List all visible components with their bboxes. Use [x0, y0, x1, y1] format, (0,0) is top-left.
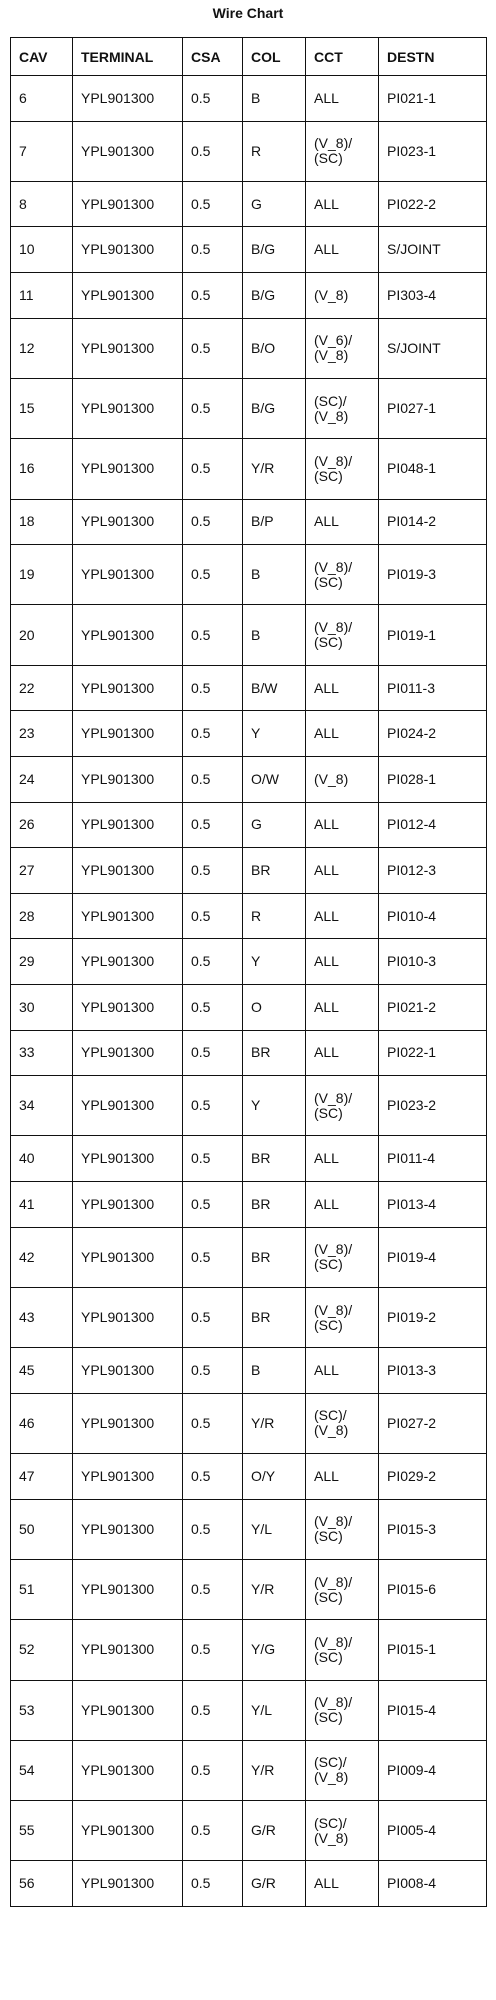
cell-terminal: YPL901300 — [73, 1348, 183, 1394]
cell-cav: 10 — [11, 227, 73, 273]
table-row — [11, 439, 487, 499]
table-row — [11, 1136, 487, 1182]
cell-destn: PI019-4 — [379, 1227, 487, 1287]
cell-col: B/G — [243, 227, 306, 273]
cell-destn: PI023-2 — [379, 1076, 487, 1136]
cell-csa: 0.5 — [183, 802, 243, 848]
cell-destn: PI021-2 — [379, 984, 487, 1030]
cell-cct: (V_8)/ (SC) — [306, 1620, 379, 1680]
cell-cav: 11 — [11, 273, 73, 319]
cell-terminal: YPL901300 — [73, 848, 183, 894]
cell-csa: 0.5 — [183, 1499, 243, 1559]
cell-cav: 50 — [11, 1499, 73, 1559]
cell-cct: (V_8) — [306, 273, 379, 319]
cell-cav: 24 — [11, 756, 73, 802]
cell-col: R — [243, 893, 306, 939]
cell-col: BR — [243, 848, 306, 894]
cell-cct: (V_8)/ (SC) — [306, 1287, 379, 1347]
cell-csa: 0.5 — [183, 1740, 243, 1800]
cell-destn: PI009-4 — [379, 1740, 487, 1800]
page-title: Wire Chart — [212, 5, 284, 21]
cell-cct: (V_8)/ (SC) — [306, 439, 379, 499]
cell-csa: 0.5 — [183, 121, 243, 181]
table-row — [11, 1030, 487, 1076]
cell-terminal: YPL901300 — [73, 1680, 183, 1740]
cell-csa: 0.5 — [183, 1227, 243, 1287]
cell-csa: 0.5 — [183, 273, 243, 319]
cell-cav: 54 — [11, 1740, 73, 1800]
cell-col: Y — [243, 1076, 306, 1136]
cell-csa: 0.5 — [183, 1348, 243, 1394]
cell-destn: PI028-1 — [379, 756, 487, 802]
cell-terminal: YPL901300 — [73, 181, 183, 227]
cell-col: B — [243, 545, 306, 605]
cell-destn: PI022-2 — [379, 181, 487, 227]
cell-col: B/G — [243, 378, 306, 438]
cell-cav: 29 — [11, 939, 73, 985]
cell-cav: 42 — [11, 1227, 73, 1287]
cell-cav: 22 — [11, 665, 73, 711]
column-header-col: COL — [243, 38, 306, 76]
cell-terminal: YPL901300 — [73, 227, 183, 273]
cell-destn: PI027-1 — [379, 378, 487, 438]
table-row — [11, 605, 487, 665]
cell-col: Y — [243, 711, 306, 757]
cell-destn: PI029-2 — [379, 1454, 487, 1500]
table-row — [11, 378, 487, 438]
cell-terminal: YPL901300 — [73, 984, 183, 1030]
cell-terminal: YPL901300 — [73, 273, 183, 319]
cell-cav: 53 — [11, 1680, 73, 1740]
cell-col: Y — [243, 939, 306, 985]
cell-csa: 0.5 — [183, 439, 243, 499]
cell-col: BR — [243, 1181, 306, 1227]
cell-cav: 8 — [11, 181, 73, 227]
column-header-cct: CCT — [306, 38, 379, 76]
cell-terminal: YPL901300 — [73, 893, 183, 939]
cell-col: BR — [243, 1136, 306, 1182]
cell-cav: 27 — [11, 848, 73, 894]
cell-cct: (V_8)/ (SC) — [306, 1227, 379, 1287]
cell-cav: 55 — [11, 1801, 73, 1861]
cell-csa: 0.5 — [183, 227, 243, 273]
cell-cav: 45 — [11, 1348, 73, 1394]
cell-destn: PI013-4 — [379, 1181, 487, 1227]
column-header-destn: DESTN — [379, 38, 487, 76]
cell-cct: ALL — [306, 1861, 379, 1907]
table-row — [11, 181, 487, 227]
cell-terminal: YPL901300 — [73, 665, 183, 711]
cell-cct: (SC)/ (V_8) — [306, 1393, 379, 1453]
wire-chart-table — [10, 37, 487, 1907]
cell-cav: 7 — [11, 121, 73, 181]
cell-col: B/O — [243, 318, 306, 378]
cell-csa: 0.5 — [183, 1680, 243, 1740]
cell-csa: 0.5 — [183, 711, 243, 757]
cell-csa: 0.5 — [183, 984, 243, 1030]
table-row — [11, 499, 487, 545]
table-row — [11, 1680, 487, 1740]
cell-terminal: YPL901300 — [73, 1181, 183, 1227]
cell-cct: ALL — [306, 939, 379, 985]
cell-cav: 18 — [11, 499, 73, 545]
header-row — [11, 38, 487, 76]
cell-terminal: YPL901300 — [73, 939, 183, 985]
cell-col: O/Y — [243, 1454, 306, 1500]
cell-destn: PI303-4 — [379, 273, 487, 319]
cell-cct: ALL — [306, 984, 379, 1030]
cell-cct: ALL — [306, 802, 379, 848]
cell-destn: PI014-2 — [379, 499, 487, 545]
cell-cav: 34 — [11, 1076, 73, 1136]
cell-cct: (V_8)/ (SC) — [306, 605, 379, 665]
cell-cav: 23 — [11, 711, 73, 757]
cell-cct: ALL — [306, 665, 379, 711]
cell-cav: 33 — [11, 1030, 73, 1076]
cell-terminal: YPL901300 — [73, 1030, 183, 1076]
cell-col: Y/L — [243, 1680, 306, 1740]
cell-terminal: YPL901300 — [73, 1801, 183, 1861]
table-row — [11, 1801, 487, 1861]
table-row — [11, 1499, 487, 1559]
cell-destn: PI010-4 — [379, 893, 487, 939]
cell-cav: 46 — [11, 1393, 73, 1453]
cell-csa: 0.5 — [183, 939, 243, 985]
table-row — [11, 545, 487, 605]
cell-cav: 30 — [11, 984, 73, 1030]
cell-csa: 0.5 — [183, 545, 243, 605]
table-row — [11, 1076, 487, 1136]
column-header-cav: CAV — [11, 38, 73, 76]
cell-cct: (V_8)/ (SC) — [306, 1680, 379, 1740]
cell-cav: 12 — [11, 318, 73, 378]
cell-cct: (V_8)/ (SC) — [306, 545, 379, 605]
cell-col: Y/R — [243, 1393, 306, 1453]
table-row — [11, 121, 487, 181]
cell-terminal: YPL901300 — [73, 802, 183, 848]
table-row — [11, 1287, 487, 1347]
cell-col: G — [243, 802, 306, 848]
table-row — [11, 76, 487, 122]
table-row — [11, 711, 487, 757]
cell-col: Y/G — [243, 1620, 306, 1680]
cell-cct: ALL — [306, 1348, 379, 1394]
cell-terminal: YPL901300 — [73, 1136, 183, 1182]
cell-terminal: YPL901300 — [73, 121, 183, 181]
cell-cct: ALL — [306, 227, 379, 273]
table-row — [11, 1740, 487, 1800]
table-row — [11, 1227, 487, 1287]
table-row — [11, 802, 487, 848]
cell-destn: PI012-4 — [379, 802, 487, 848]
cell-destn: PI019-3 — [379, 545, 487, 605]
cell-csa: 0.5 — [183, 318, 243, 378]
cell-col: BR — [243, 1030, 306, 1076]
cell-terminal: YPL901300 — [73, 439, 183, 499]
table-row — [11, 893, 487, 939]
cell-col: Y/L — [243, 1499, 306, 1559]
cell-terminal: YPL901300 — [73, 545, 183, 605]
cell-csa: 0.5 — [183, 499, 243, 545]
cell-destn: S/JOINT — [379, 318, 487, 378]
cell-cct: ALL — [306, 1030, 379, 1076]
table-row — [11, 848, 487, 894]
cell-cav: 15 — [11, 378, 73, 438]
cell-cct: (SC)/ (V_8) — [306, 378, 379, 438]
cell-col: Y/R — [243, 439, 306, 499]
cell-col: O/W — [243, 756, 306, 802]
cell-col: Y/R — [243, 1559, 306, 1619]
cell-csa: 0.5 — [183, 1861, 243, 1907]
cell-col: B — [243, 76, 306, 122]
cell-cct: ALL — [306, 711, 379, 757]
cell-cav: 19 — [11, 545, 73, 605]
table-row — [11, 665, 487, 711]
cell-terminal: YPL901300 — [73, 1740, 183, 1800]
cell-cct: (SC)/ (V_8) — [306, 1740, 379, 1800]
cell-cav: 26 — [11, 802, 73, 848]
cell-csa: 0.5 — [183, 378, 243, 438]
cell-destn: PI011-4 — [379, 1136, 487, 1182]
cell-destn: PI012-3 — [379, 848, 487, 894]
cell-cav: 40 — [11, 1136, 73, 1182]
cell-terminal: YPL901300 — [73, 1454, 183, 1500]
table-row — [11, 1181, 487, 1227]
cell-cct: (V_6)/ (V_8) — [306, 318, 379, 378]
cell-col: Y/R — [243, 1740, 306, 1800]
cell-cct: (V_8)/ (SC) — [306, 121, 379, 181]
cell-cct: ALL — [306, 499, 379, 545]
cell-csa: 0.5 — [183, 848, 243, 894]
cell-destn: PI021-1 — [379, 76, 487, 122]
cell-csa: 0.5 — [183, 1287, 243, 1347]
cell-destn: PI010-3 — [379, 939, 487, 985]
cell-terminal: YPL901300 — [73, 1620, 183, 1680]
cell-csa: 0.5 — [183, 893, 243, 939]
cell-csa: 0.5 — [183, 1136, 243, 1182]
cell-terminal: YPL901300 — [73, 756, 183, 802]
cell-terminal: YPL901300 — [73, 1076, 183, 1136]
cell-cct: ALL — [306, 848, 379, 894]
cell-cav: 28 — [11, 893, 73, 939]
cell-csa: 0.5 — [183, 1076, 243, 1136]
cell-col: B — [243, 605, 306, 665]
cell-cct: (V_8)/ (SC) — [306, 1559, 379, 1619]
cell-col: O — [243, 984, 306, 1030]
cell-terminal: YPL901300 — [73, 76, 183, 122]
cell-col: G/R — [243, 1801, 306, 1861]
cell-csa: 0.5 — [183, 756, 243, 802]
table-row — [11, 984, 487, 1030]
cell-terminal: YPL901300 — [73, 1861, 183, 1907]
cell-csa: 0.5 — [183, 1393, 243, 1453]
column-header-terminal: TERMINAL — [73, 38, 183, 76]
cell-cav: 52 — [11, 1620, 73, 1680]
cell-destn: PI019-1 — [379, 605, 487, 665]
cell-destn: PI011-3 — [379, 665, 487, 711]
cell-cct: ALL — [306, 1181, 379, 1227]
table-row — [11, 1559, 487, 1619]
cell-destn: PI013-3 — [379, 1348, 487, 1394]
cell-col: G/R — [243, 1861, 306, 1907]
cell-destn: PI023-1 — [379, 121, 487, 181]
table-row — [11, 1620, 487, 1680]
cell-cct: (V_8) — [306, 756, 379, 802]
cell-destn: S/JOINT — [379, 227, 487, 273]
cell-cav: 41 — [11, 1181, 73, 1227]
cell-col: G — [243, 181, 306, 227]
cell-destn: PI048-1 — [379, 439, 487, 499]
table-row — [11, 273, 487, 319]
cell-col: B/G — [243, 273, 306, 319]
cell-cct: ALL — [306, 76, 379, 122]
cell-destn: PI027-2 — [379, 1393, 487, 1453]
cell-col: R — [243, 121, 306, 181]
cell-cct: ALL — [306, 181, 379, 227]
table-row — [11, 1861, 487, 1907]
cell-destn: PI015-3 — [379, 1499, 487, 1559]
cell-col: B/W — [243, 665, 306, 711]
column-header-csa: CSA — [183, 38, 243, 76]
cell-terminal: YPL901300 — [73, 1499, 183, 1559]
cell-csa: 0.5 — [183, 181, 243, 227]
cell-terminal: YPL901300 — [73, 1227, 183, 1287]
cell-destn: PI008-4 — [379, 1861, 487, 1907]
cell-terminal: YPL901300 — [73, 499, 183, 545]
cell-terminal: YPL901300 — [73, 1287, 183, 1347]
cell-csa: 0.5 — [183, 1030, 243, 1076]
cell-csa: 0.5 — [183, 1181, 243, 1227]
cell-terminal: YPL901300 — [73, 1559, 183, 1619]
cell-csa: 0.5 — [183, 1801, 243, 1861]
cell-cct: (V_8)/ (SC) — [306, 1499, 379, 1559]
cell-destn: PI015-1 — [379, 1620, 487, 1680]
table-row — [11, 1454, 487, 1500]
cell-col: BR — [243, 1287, 306, 1347]
cell-csa: 0.5 — [183, 1454, 243, 1500]
cell-cct: ALL — [306, 1136, 379, 1182]
cell-col: B/P — [243, 499, 306, 545]
cell-destn: PI015-6 — [379, 1559, 487, 1619]
cell-terminal: YPL901300 — [73, 318, 183, 378]
table-row — [11, 939, 487, 985]
cell-terminal: YPL901300 — [73, 605, 183, 665]
table-row — [11, 1393, 487, 1453]
cell-col: B — [243, 1348, 306, 1394]
cell-destn: PI005-4 — [379, 1801, 487, 1861]
table-row — [11, 756, 487, 802]
cell-cct: ALL — [306, 893, 379, 939]
cell-terminal: YPL901300 — [73, 378, 183, 438]
cell-cav: 56 — [11, 1861, 73, 1907]
cell-cct: (SC)/ (V_8) — [306, 1801, 379, 1861]
table-row — [11, 227, 487, 273]
cell-terminal: YPL901300 — [73, 1393, 183, 1453]
cell-destn: PI015-4 — [379, 1680, 487, 1740]
table-row — [11, 318, 487, 378]
cell-csa: 0.5 — [183, 605, 243, 665]
cell-cav: 16 — [11, 439, 73, 499]
cell-cav: 51 — [11, 1559, 73, 1619]
cell-terminal: YPL901300 — [73, 711, 183, 757]
cell-cct: ALL — [306, 1454, 379, 1500]
cell-cav: 43 — [11, 1287, 73, 1347]
cell-cav: 6 — [11, 76, 73, 122]
cell-destn: PI024-2 — [379, 711, 487, 757]
cell-destn: PI022-1 — [379, 1030, 487, 1076]
cell-csa: 0.5 — [183, 1559, 243, 1619]
cell-cav: 20 — [11, 605, 73, 665]
table-row — [11, 1348, 487, 1394]
cell-csa: 0.5 — [183, 1620, 243, 1680]
cell-cct: (V_8)/ (SC) — [306, 1076, 379, 1136]
cell-csa: 0.5 — [183, 76, 243, 122]
cell-col: BR — [243, 1227, 306, 1287]
cell-cav: 47 — [11, 1454, 73, 1500]
cell-destn: PI019-2 — [379, 1287, 487, 1347]
cell-csa: 0.5 — [183, 665, 243, 711]
